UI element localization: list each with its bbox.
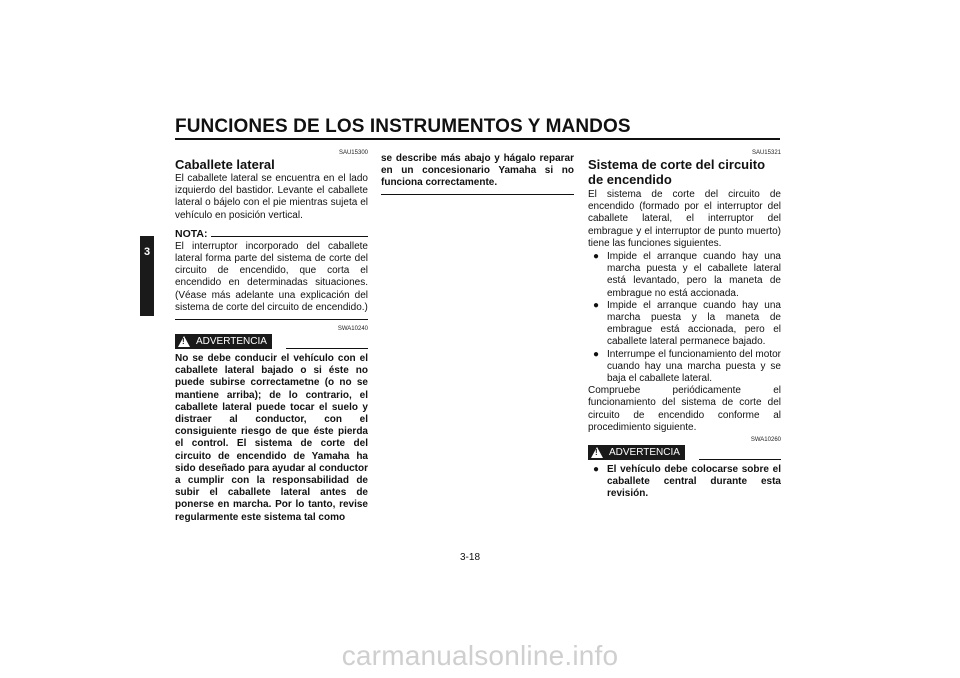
note-label: NOTA: (175, 227, 208, 240)
note-text: El interruptor incorporado del caballete lateral forma parte del sistema de corte del circuito de encendido, que corta el encendido en determinadas situaciones. (Véase más adelante una explicación del sistema de corte del circuito de encendido.) (175, 240, 368, 313)
warning-list (588, 464, 781, 501)
check-paragraph: Compruebe periódicamente el funcionamiento del sistema de corte del circuito de encendido conforme al procedimiento siguiente. (588, 385, 781, 433)
page-number: 3-18 (460, 552, 481, 563)
header-rule (175, 138, 780, 140)
warning-rule (286, 348, 368, 349)
note-header (175, 228, 368, 240)
list-item: ● El vehículo debe colocarse sobre el caballete central durante esta revisión. (588, 464, 781, 501)
list-item: ● Impide el arranque cuando hay una marcha puesta y el caballete lateral está levantado, pero la maneta de embrague no está accionada. (588, 251, 781, 300)
note-rule (211, 236, 368, 237)
note-end-rule (175, 319, 368, 320)
warning-code: SWA10260 (750, 437, 781, 444)
function-list (588, 251, 781, 385)
watermark: carmanualsonline.info (341, 640, 619, 671)
warning-label: ADVERTENCIA (196, 336, 267, 348)
list-item: ● Interrumpe el funcionamiento del motor cuando hay una marcha puesta y se baja el caballete lateral. (588, 349, 781, 386)
section-heading: Caballete lateral (175, 157, 275, 172)
list-item: ● Impide el arranque cuando hay una marcha puesta y la maneta de embrague está accionada, pero el caballete lateral permanece bajado. (588, 300, 781, 349)
column-3 (588, 150, 781, 501)
column-1 (175, 150, 368, 524)
warning-triangle-icon: ! (591, 447, 603, 458)
warning-badge (588, 445, 685, 460)
warning-text: No se debe conducir el vehículo con el caballete lateral bajado o si éste no puede subirse correctametne (o no se mantiene arriba); de lo contrario, el caballete lateral puede tocar el suelo y distraer al conductor, con el consiguiente riesgo de que éste pierda el control. El sistema de corte del circuito de encendido de Yamaha ha sido deseñado para ayudar al conductor a cumplir con la responsabilidad de subir el caballete lateral antes de ponerse en marcha. Por lo tanto, revise regularmente este sistema tal como (175, 353, 368, 523)
warning-badge (175, 334, 272, 349)
chapter-number: 3 (143, 246, 151, 258)
warning-header (175, 334, 368, 349)
column-2 (381, 153, 574, 195)
bullet-icon: ● (593, 464, 600, 476)
warning-code: SWA10240 (337, 326, 368, 333)
bullet-icon: ● (593, 299, 600, 311)
page-header-title: FUNCIONES DE LOS INSTRUMENTOS Y MANDOS (175, 116, 631, 137)
section-heading: Sistema de corte del circuito de encendido (588, 157, 766, 187)
intro-paragraph: El sistema de corte del circuito de encendido (formado por el interruptor del caballete lateral, el interruptor del embrague y el interruptor de punto muerto) tiene las funciones siguientes. (588, 189, 781, 249)
warning-text-continued: se describe más abajo y hágalo reparar en un concesionario Yamaha si no funciona correctamente. (381, 153, 574, 189)
section-code: SAU15300 (338, 150, 368, 156)
warning-header (588, 445, 781, 460)
bullet-icon: ● (593, 251, 600, 263)
warning-rule (699, 459, 781, 460)
warning-end-rule (381, 194, 574, 195)
warning-triangle-icon: ! (178, 336, 190, 347)
warning-label: ADVERTENCIA (609, 447, 680, 459)
bullet-icon: ● (593, 348, 600, 360)
paragraph: El caballete lateral se encuentra en el lado izquierdo del bastidor. Levante el caballete lateral o bájelo con el pie mientras sujeta el vehículo en posición vertical. (175, 173, 368, 221)
section-code: SAU15321 (751, 150, 781, 156)
